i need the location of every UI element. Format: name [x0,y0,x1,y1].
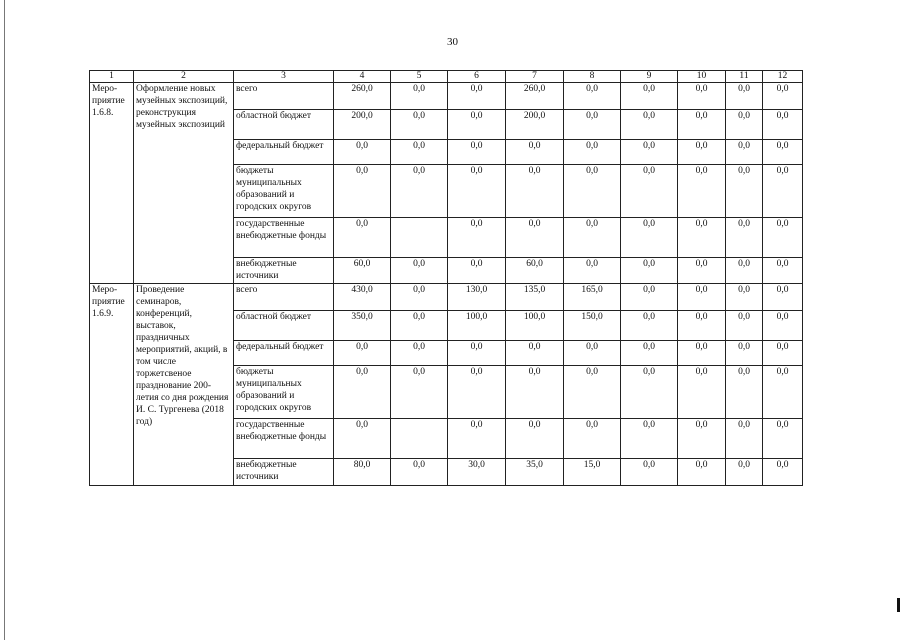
amount-cell: 200,0 [334,110,391,140]
amount-cell: 0,0 [391,341,448,366]
column-number: 11 [726,71,763,83]
amount-cell: 0,0 [564,83,621,110]
column-number: 7 [506,71,564,83]
amount-cell: 0,0 [564,366,621,419]
amount-cell: 100,0 [506,311,564,341]
funding-source: внебюджетные источники [234,258,334,284]
amount-cell: 0,0 [391,311,448,341]
amount-cell: 0,0 [763,218,803,258]
amount-cell: 0,0 [726,311,763,341]
amount-cell: 0,0 [726,284,763,311]
amount-cell [391,218,448,258]
amount-cell: 0,0 [678,165,726,218]
amount-cell: 0,0 [678,459,726,486]
amount-cell: 0,0 [726,341,763,366]
amount-cell: 430,0 [334,284,391,311]
amount-cell: 0,0 [726,218,763,258]
amount-cell: 260,0 [506,83,564,110]
amount-cell: 0,0 [334,218,391,258]
budget-table-body [90,71,803,486]
amount-cell: 0,0 [564,165,621,218]
amount-cell: 0,0 [448,419,506,459]
amount-cell: 0,0 [678,419,726,459]
amount-cell: 0,0 [678,284,726,311]
amount-cell: 0,0 [448,165,506,218]
amount-cell: 0,0 [678,366,726,419]
funding-source: внебюджетные источники [234,459,334,486]
amount-cell: 0,0 [564,341,621,366]
amount-cell: 0,0 [763,419,803,459]
amount-cell [391,419,448,459]
funding-source: бюджеты муниципальных образований и городских округов [234,366,334,419]
page-left-border [4,0,5,640]
amount-cell: 0,0 [564,419,621,459]
amount-cell: 0,0 [621,341,678,366]
amount-cell: 0,0 [726,83,763,110]
amount-cell: 0,0 [763,311,803,341]
funding-source: областной бюджет [234,311,334,341]
amount-cell: 0,0 [763,165,803,218]
amount-cell: 0,0 [506,140,564,165]
amount-cell: 0,0 [763,284,803,311]
column-number: 1 [90,71,134,83]
amount-cell: 0,0 [506,165,564,218]
page-number: 30 [447,36,458,48]
column-number: 5 [391,71,448,83]
amount-cell: 0,0 [726,258,763,284]
amount-cell: 0,0 [334,341,391,366]
amount-cell: 0,0 [564,258,621,284]
amount-cell: 0,0 [448,258,506,284]
amount-cell: 0,0 [506,419,564,459]
funding-source: бюджеты муниципальных образований и городских округов [234,165,334,218]
amount-cell: 0,0 [726,459,763,486]
amount-cell: 0,0 [621,311,678,341]
amount-cell: 0,0 [334,419,391,459]
amount-cell: 0,0 [564,110,621,140]
amount-cell: 35,0 [506,459,564,486]
amount-cell: 0,0 [564,218,621,258]
amount-cell: 0,0 [621,284,678,311]
amount-cell: 0,0 [763,258,803,284]
amount-cell: 0,0 [391,366,448,419]
column-number: 12 [763,71,803,83]
amount-cell: 150,0 [564,311,621,341]
amount-cell: 0,0 [678,311,726,341]
column-number: 10 [678,71,726,83]
amount-cell: 0,0 [726,140,763,165]
amount-cell: 60,0 [334,258,391,284]
column-number: 9 [621,71,678,83]
funding-source: федеральный бюджет [234,140,334,165]
amount-cell: 0,0 [621,258,678,284]
amount-cell: 0,0 [506,366,564,419]
funding-source: всего [234,83,334,110]
amount-cell: 200,0 [506,110,564,140]
amount-cell: 135,0 [506,284,564,311]
amount-cell: 0,0 [621,419,678,459]
amount-cell: 0,0 [448,341,506,366]
amount-cell: 0,0 [334,366,391,419]
amount-cell: 0,0 [448,83,506,110]
amount-cell: 0,0 [621,459,678,486]
amount-cell: 0,0 [448,218,506,258]
amount-cell: 0,0 [334,140,391,165]
amount-cell: 0,0 [448,140,506,165]
amount-cell: 0,0 [726,110,763,140]
amount-cell: 60,0 [506,258,564,284]
event-title: Проведение семинаров, конференций, выставок, праздничных мероприятий, акций, в том числе торжетсвеное празднование 200-летия со дня рождения И. С. Тургенева (2018 год) [134,284,234,486]
amount-cell: 0,0 [763,110,803,140]
column-number: 2 [134,71,234,83]
scan-edge-mark [897,598,900,612]
column-number: 8 [564,71,621,83]
amount-cell: 0,0 [726,419,763,459]
amount-cell: 0,0 [391,140,448,165]
budget-table [89,70,803,486]
column-number: 4 [334,71,391,83]
amount-cell: 0,0 [334,165,391,218]
amount-cell: 100,0 [448,311,506,341]
amount-cell: 0,0 [763,366,803,419]
column-number: 6 [448,71,506,83]
amount-cell: 0,0 [763,140,803,165]
column-number: 3 [234,71,334,83]
amount-cell: 0,0 [621,366,678,419]
amount-cell: 165,0 [564,284,621,311]
amount-cell: 0,0 [678,258,726,284]
amount-cell: 0,0 [564,140,621,165]
amount-cell: 0,0 [391,284,448,311]
funding-source: областной бюджет [234,110,334,140]
amount-cell: 130,0 [448,284,506,311]
amount-cell: 0,0 [391,83,448,110]
amount-cell: 0,0 [621,110,678,140]
amount-cell: 0,0 [621,218,678,258]
amount-cell: 0,0 [763,83,803,110]
funding-source: государственные внебюджетные фонды [234,218,334,258]
amount-cell: 0,0 [621,140,678,165]
amount-cell: 0,0 [448,366,506,419]
amount-cell: 0,0 [391,165,448,218]
funding-source: государственные внебюджетные фонды [234,419,334,459]
table-row [90,83,803,110]
amount-cell: 0,0 [506,218,564,258]
amount-cell: 0,0 [678,140,726,165]
amount-cell: 80,0 [334,459,391,486]
amount-cell: 0,0 [678,110,726,140]
amount-cell: 0,0 [621,165,678,218]
amount-cell: 0,0 [621,83,678,110]
amount-cell: 0,0 [678,341,726,366]
amount-cell: 0,0 [726,366,763,419]
amount-cell: 0,0 [763,459,803,486]
funding-source: всего [234,284,334,311]
amount-cell: 260,0 [334,83,391,110]
amount-cell: 0,0 [763,341,803,366]
event-code: Меро- приятие 1.6.9. [90,284,134,486]
event-code: Меро- приятие 1.6.8. [90,83,134,284]
amount-cell: 0,0 [678,218,726,258]
amount-cell: 0,0 [391,459,448,486]
column-number-row [90,71,803,83]
event-title: Оформление новых музейных экспозиций, реконструкция музейных экспозиций [134,83,234,284]
amount-cell: 0,0 [506,341,564,366]
amount-cell: 15,0 [564,459,621,486]
amount-cell: 0,0 [448,110,506,140]
table-row [90,284,803,311]
amount-cell: 0,0 [678,83,726,110]
amount-cell: 30,0 [448,459,506,486]
amount-cell: 0,0 [391,110,448,140]
amount-cell: 0,0 [726,165,763,218]
funding-source: федеральный бюджет [234,341,334,366]
amount-cell: 0,0 [391,258,448,284]
amount-cell: 350,0 [334,311,391,341]
